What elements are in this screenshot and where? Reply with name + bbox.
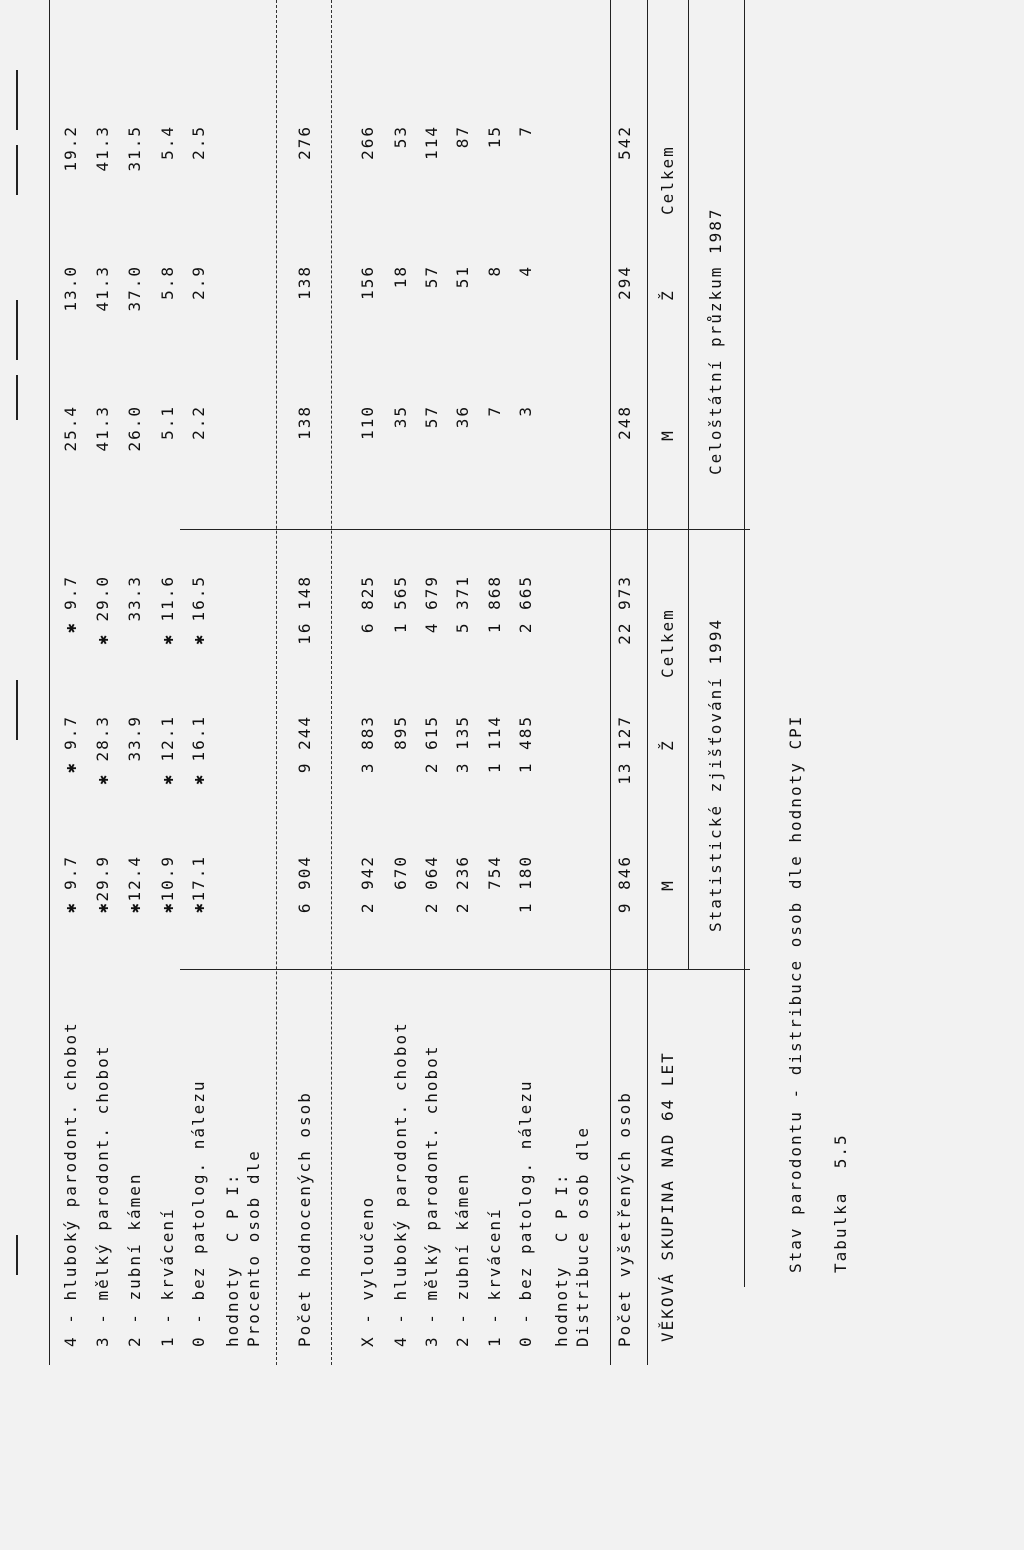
bottom-rule [49, 0, 50, 1365]
age-group-header: VĚKOVÁ SKUPINA NAD 64 LET [658, 1051, 677, 1342]
value-cell: 2.2 [189, 405, 208, 440]
value-cell: 5.4 [158, 125, 177, 160]
value-cell: 138 [295, 405, 314, 440]
value-cell: 57 [422, 265, 441, 289]
value-cell: 33.9 [125, 715, 144, 762]
value-cell: 13 127 [615, 715, 634, 785]
table-caption: Stav parodontu - distribuce osob dle hodnoty CPI [786, 714, 805, 1273]
value-cell: ✱ 16.1 [189, 715, 208, 785]
row-label: 3 - mělký parodont. chobot [93, 1044, 112, 1347]
column-divider-right [180, 529, 750, 530]
value-cell: 2 615 [422, 715, 441, 774]
value-cell: 41.3 [93, 405, 112, 452]
value-cell: 266 [358, 125, 377, 160]
value-cell: 2 665 [516, 575, 535, 634]
value-cell: ✱29.9 [93, 855, 112, 914]
value-cell: 3 [516, 405, 535, 417]
value-cell: 18 [391, 265, 410, 289]
value-cell: 1 565 [391, 575, 410, 634]
value-cell: ✱ 9.7 [61, 855, 80, 914]
value-cell: 895 [391, 715, 410, 750]
value-cell: 15 [485, 125, 504, 149]
row-label: 4 - hluboký parodont. chobot [61, 1021, 80, 1347]
value-cell: 4 [516, 265, 535, 277]
row-label: 2 - zubní kámen [453, 1172, 472, 1347]
value-cell: ✱10.9 [158, 855, 177, 914]
dashed-separator [331, 0, 332, 1365]
header-m-1994: M [658, 879, 677, 891]
value-cell: 1 485 [516, 715, 535, 774]
value-cell: 26.0 [125, 405, 144, 452]
value-cell: 22 973 [615, 575, 634, 645]
value-cell: 36 [453, 405, 472, 429]
row-label: X - vyloučeno [358, 1195, 377, 1347]
value-cell: 33.3 [125, 575, 144, 622]
value-cell: 2.9 [189, 265, 208, 300]
value-cell: 1 180 [516, 855, 535, 914]
value-cell: ✱17.1 [189, 855, 208, 914]
value-cell: 156 [358, 265, 377, 300]
value-cell: 110 [358, 405, 377, 440]
percent-heading: hodnoty C P I: [223, 1172, 242, 1347]
value-cell: ✱12.4 [125, 855, 144, 914]
distribution-heading: hodnoty C P I: [552, 1172, 571, 1347]
value-cell: 248 [615, 405, 634, 440]
row-label: 0 - bez patolog. nálezu [516, 1079, 535, 1347]
value-cell: ✱ 28.3 [93, 715, 112, 785]
value-cell: 6 904 [295, 855, 314, 914]
value-cell: ✱ 12.1 [158, 715, 177, 785]
value-cell: 6 825 [358, 575, 377, 634]
value-cell: 35 [391, 405, 410, 429]
value-cell: 294 [615, 265, 634, 300]
value-cell: ✱ 11.6 [158, 575, 177, 645]
header-z-1994: Ž [658, 739, 677, 751]
examined-label: Počet vyšetřených osob [615, 1091, 634, 1347]
top-rule [744, 0, 745, 1287]
value-cell: 1 114 [485, 715, 504, 774]
value-cell: 31.5 [125, 125, 144, 172]
value-cell: ✱ 16.5 [189, 575, 208, 645]
percent-heading: Procento osob dle [244, 1149, 263, 1347]
value-cell: 9 244 [295, 715, 314, 774]
value-cell: 2 064 [422, 855, 441, 914]
value-cell: 754 [485, 855, 504, 890]
row-label: 1 - krvácení [485, 1207, 504, 1347]
value-cell: 53 [391, 125, 410, 149]
value-cell: 9 846 [615, 855, 634, 914]
value-cell: 114 [422, 125, 441, 160]
value-cell: 3 883 [358, 715, 377, 774]
survey-1994-header: Statistické zjišťování 1994 [706, 617, 725, 932]
value-cell: ✱ 9.7 [61, 715, 80, 774]
value-cell: 4 679 [422, 575, 441, 634]
value-cell: 276 [295, 125, 314, 160]
value-cell: 25.4 [61, 405, 80, 452]
distribution-heading: Distribuce osob dle [573, 1125, 592, 1347]
value-cell: 2.5 [189, 125, 208, 160]
value-cell: ✱ 9.7 [61, 575, 80, 634]
header-total-1987: Celkem [658, 145, 677, 215]
value-cell: 5.1 [158, 405, 177, 440]
value-cell: 3 135 [453, 715, 472, 774]
value-cell: 5 371 [453, 575, 472, 634]
examined-bottom-rule [610, 0, 611, 1365]
value-cell: 7 [485, 405, 504, 417]
value-cell: 2 942 [358, 855, 377, 914]
value-cell: 2 236 [453, 855, 472, 914]
header-z-1987: Ž [658, 289, 677, 301]
value-cell: 8 [485, 265, 504, 277]
value-cell: 138 [295, 265, 314, 300]
value-cell: 16 148 [295, 575, 314, 645]
value-cell: 37.0 [125, 265, 144, 312]
value-cell: 51 [453, 265, 472, 289]
dashed-separator [276, 0, 277, 1365]
value-cell: 41.3 [93, 125, 112, 172]
value-cell: 13.0 [61, 265, 80, 312]
header-total-1994: Celkem [658, 608, 677, 678]
row-label: 1 - krvácení [158, 1207, 177, 1347]
value-cell: 41.3 [93, 265, 112, 312]
row-label: 4 - hluboký parodont. chobot [391, 1021, 410, 1347]
value-cell: 87 [453, 125, 472, 149]
header-bottom-rule [647, 0, 648, 1365]
value-cell: 7 [516, 125, 535, 137]
row-label: 2 - zubní kámen [125, 1172, 144, 1347]
evaluated-label: Počet hodnocených osob [295, 1091, 314, 1347]
row-label: 0 - bez patolog. nálezu [189, 1079, 208, 1347]
survey-1987-header: Celoštátní průzkum 1987 [706, 207, 725, 475]
value-cell: 19.2 [61, 125, 80, 172]
value-cell: 542 [615, 125, 634, 160]
value-cell: 5.8 [158, 265, 177, 300]
table-number: Tabulka 5.5 [831, 1133, 850, 1273]
value-cell: ✱ 29.0 [93, 575, 112, 645]
value-cell: 670 [391, 855, 410, 890]
row-label: 3 - mělký parodont. chobot [422, 1044, 441, 1347]
value-cell: 57 [422, 405, 441, 429]
m-z-total-rule [688, 0, 689, 970]
value-cell: 1 868 [485, 575, 504, 634]
header-m-1987: M [658, 429, 677, 441]
